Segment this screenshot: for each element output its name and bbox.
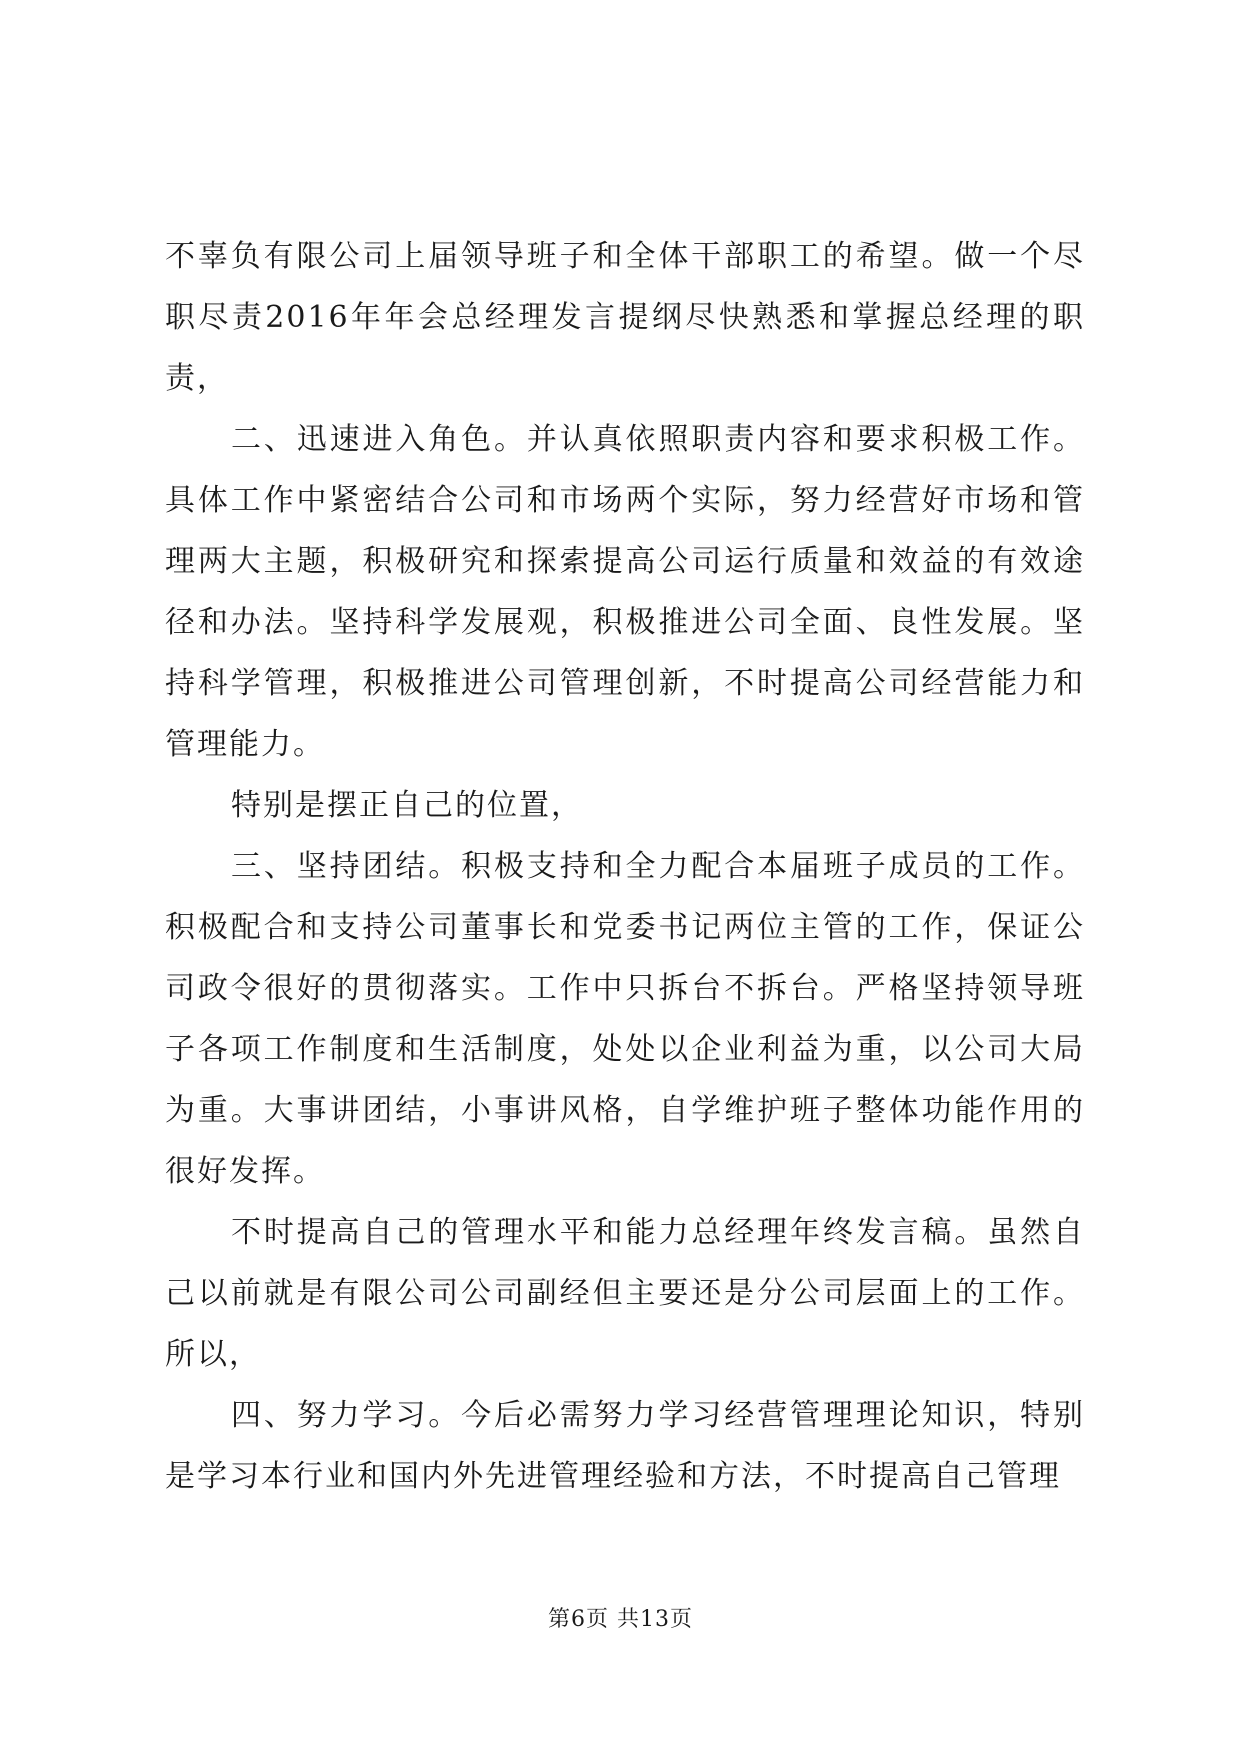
paragraph: 二、迅速进入角色。并认真依照职责内容和要求积极工作。具体工作中紧密结合公司和市场两个实际，努力经营好市场和管理两大主题，积极研究和探索提高公司运行质量和效益的有效途径和办法。坚持科学发展观，积极推进公司全面、良性发展。坚持科学管理，积极推进公司管理创新，不时提高公司经营能力和管理能力。 — [165, 422, 1085, 762]
document-body — [165, 226, 1085, 1507]
paragraph: 三、坚持团结。积极支持和全力配合本届班子成员的工作。积极配合和支持公司董事长和党委书记两位主管的工作，保证公司政令很好的贯彻落实。工作中只拆台不拆台。严格坚持领导班子各项工作制度和生活制度，处处以企业利益为重，以公司大局为重。大事讲团结，小事讲风格，自学维护班子整体功能作用的很好发挥。 — [165, 849, 1085, 1189]
paragraph: 不时提高自己的管理水平和能力总经理年终发言稿。虽然自己以前就是有限公司公司副经但主要还是分公司层面上的工作。所以， — [165, 1215, 1085, 1372]
page-number-footer: 第6页 共13页 — [548, 1607, 693, 1632]
paragraph: 特别是摆正自己的位置， — [231, 788, 583, 823]
paragraph: 四、努力学习。今后必需努力学习经营管理理论知识，特别是学习本行业和国内外先进管理经验和方法，不时提高自己管理 — [165, 1398, 1085, 1494]
paragraph: 不辜负有限公司上届领导班子和全体干部职工的希望。做一个尽职尽责2016年年会总经理发言提纲尽快熟悉和掌握总经理的职责， — [165, 239, 1085, 396]
